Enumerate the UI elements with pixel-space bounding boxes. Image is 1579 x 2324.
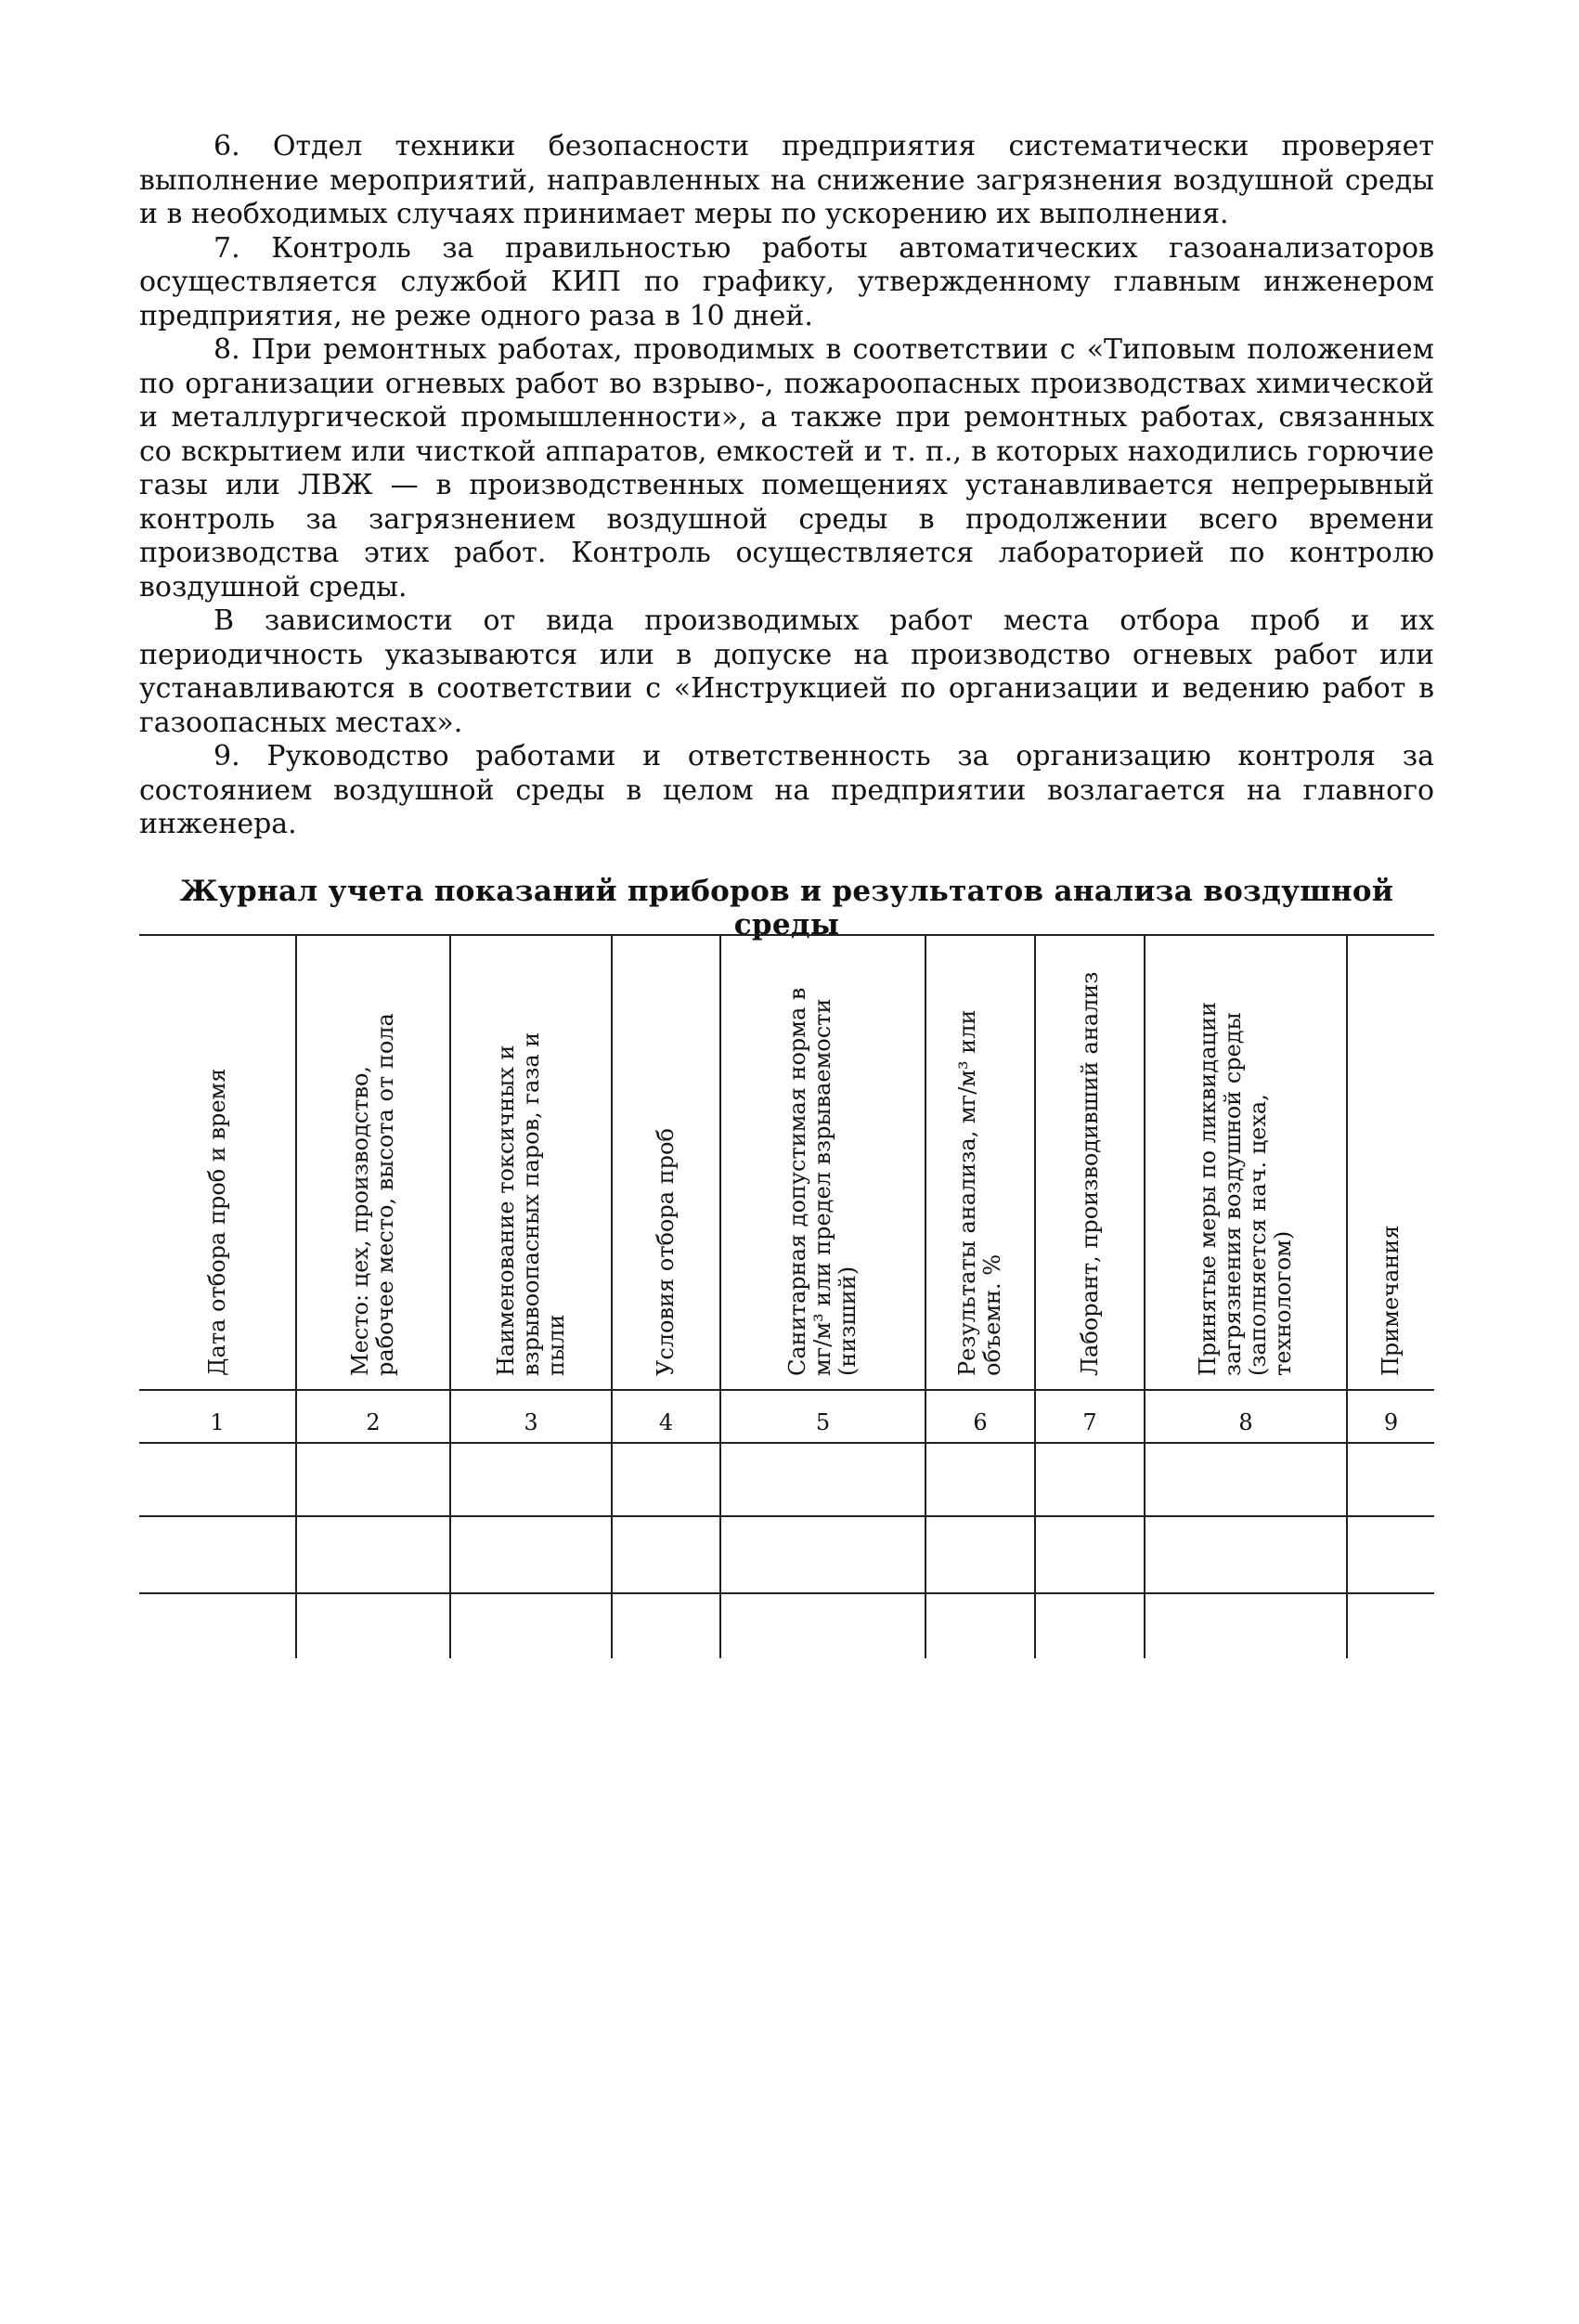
column-header-norm bbox=[721, 947, 925, 1376]
column-number: 8 bbox=[1238, 1409, 1253, 1435]
column-number: 6 bbox=[973, 1409, 988, 1435]
paragraph-8-continued: В зависимости от вида производимых работ места отбора проб и их периодичность указываются или в допуске на производство огневых работ или устанавливаются в соответствии с «Инструкцией по организации и ведению работ в газоопасных местах». bbox=[139, 604, 1434, 739]
column-header-notes bbox=[1348, 947, 1434, 1376]
column-number: 2 bbox=[366, 1409, 381, 1435]
column-header-date bbox=[139, 947, 295, 1376]
paragraph-6: 6. Отдел техники безопасности предприятия систематически проверяет выполнение мероприятий, направленных на снижение загрязнения воздушной среды и в необходимых случаях принимает меры по ускорению их выполнения. bbox=[139, 130, 1434, 230]
paragraph-9: 9. Руководство работами и ответственность за организацию контроля за состоянием воздушной среды в целом на предприятии возлагается на главного инженера. bbox=[139, 740, 1434, 840]
table-row bbox=[139, 1594, 1434, 1658]
column-header-results-text: Результаты анализа, мг/м³ или объемн. % bbox=[954, 1009, 1005, 1376]
table-top-rule bbox=[139, 934, 1434, 936]
column-header-substance-text: Наименование токсичных и взрывоопасных паров, газа и пыли bbox=[492, 1032, 569, 1376]
column-header-conditions bbox=[613, 947, 719, 1376]
column-number: 3 bbox=[524, 1409, 538, 1435]
column-header-place bbox=[297, 947, 449, 1376]
column-number: 9 bbox=[1383, 1409, 1399, 1435]
column-header-lab-assistant-text: Лаборант, производивший анализ bbox=[1076, 971, 1103, 1376]
column-header-measures bbox=[1145, 947, 1346, 1376]
journal-title: Журнал учета показаний приборов и результатов анализа воздушной среды bbox=[179, 875, 1394, 941]
table-row bbox=[139, 1517, 1434, 1592]
header-bottom-rule bbox=[139, 1389, 1434, 1391]
column-header-measures-text: Принятые меры по ликвидации загрязнения воздушной среды (заполняется нач. цеха, технологом) bbox=[1195, 1002, 1296, 1376]
column-header-notes-text: Примечания bbox=[1378, 1225, 1404, 1376]
column-header-norm-text: Санитарная допустимая норма в мг/м³ или предел взрываемости (низший) bbox=[784, 987, 861, 1376]
paragraph-8: 8. При ремонтных работах, проводимых в соответствии с «Типовым положением по организации огневых работ во взрыво-, пожароопасных производствах химической и металлургической промышленности», а также при ремонтных работах, связанных со вскрытием или чисткой аппаратов, емкостей и т. п., в которых находились горючие газы или ЛВЖ — в производственных помещениях устанавливается непрерывный контроль за загрязнением воздушной среды в продолжении всего времени производства этих работ. Контроль осуществляется лабораторией по контролю воздушной среды. bbox=[139, 333, 1434, 604]
column-number: 7 bbox=[1082, 1409, 1097, 1435]
column-header-place-text: Место: цех, производство, рабочее место, высота от пола bbox=[347, 1013, 398, 1376]
column-header-lab-assistant bbox=[1036, 947, 1144, 1376]
column-number: 5 bbox=[815, 1409, 831, 1435]
table-row bbox=[139, 1444, 1434, 1515]
column-number: 1 bbox=[210, 1409, 225, 1435]
column-header-date-text: Дата отбора проб и время bbox=[203, 1068, 230, 1376]
column-header-results bbox=[926, 947, 1034, 1376]
column-number: 4 bbox=[658, 1409, 674, 1435]
paragraph-7: 7. Контроль за правильностью работы автоматических газоанализаторов осуществляется службой КИП по графику, утвержденному главным инженером предприятия, не реже одного раза в 10 дней. bbox=[139, 231, 1434, 332]
column-header-substance bbox=[451, 947, 611, 1376]
column-header-conditions-text: Условия отбора проб bbox=[653, 1128, 679, 1376]
body-text bbox=[139, 130, 1434, 842]
